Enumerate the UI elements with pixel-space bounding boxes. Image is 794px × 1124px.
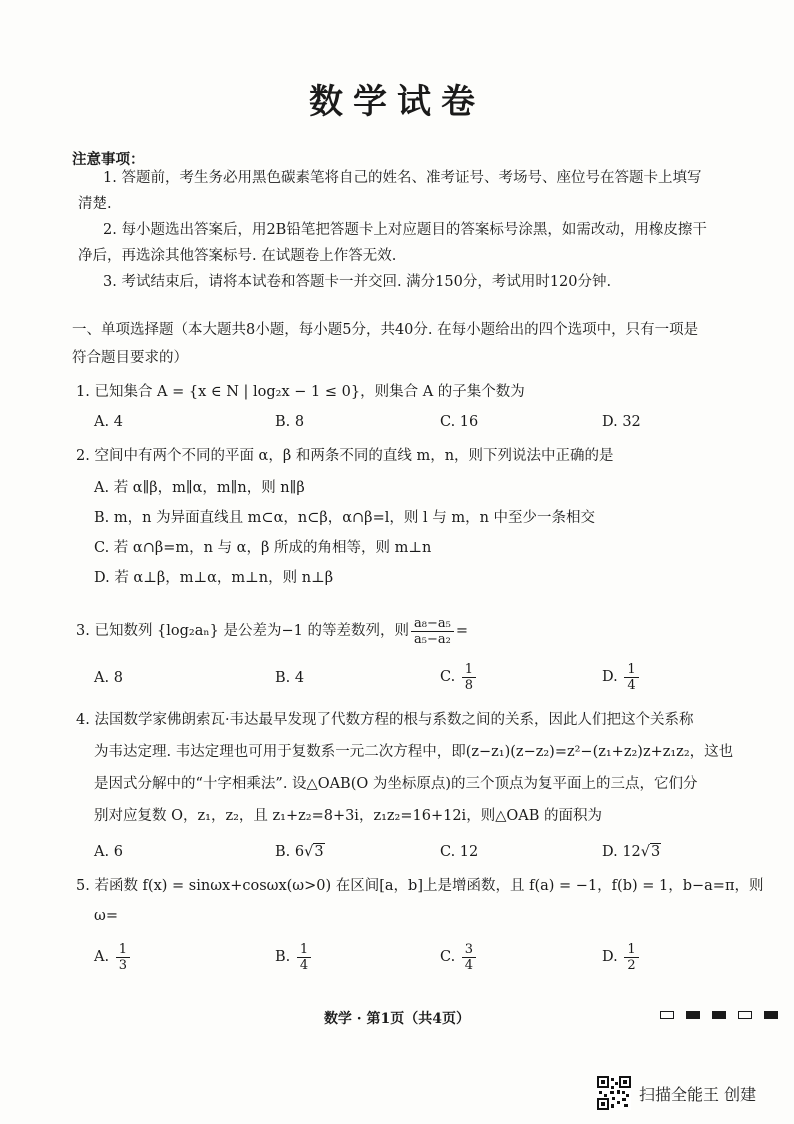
question-4-line: 为韦达定理. 韦达定理也可用于复数系一元二次方程中，即(z−z₁)(z−z₂)=z²−(z₁+z₂)z+z₁z₂，这也	[94, 744, 734, 760]
question-5-line: 5. 若函数 f(x) = sinωx+cosωx(ω>0) 在区间[a，b]上是增函数，且 f(a) = −1，f(b) = 1，b−a=π，则	[76, 878, 764, 894]
q3-stem-text: 3. 已知数列 {log₂aₙ} 是公差为−1 的等差数列，则	[76, 623, 409, 639]
q3-d-den: 4	[627, 677, 636, 693]
question-4-line: 4. 法国数学家佛朗索瓦·韦达最早发现了代数方程的根与系数之间的关系，因此人们把这个关系称	[76, 712, 694, 728]
notice-line: 净后，再选涂其他答案标号. 在试题卷上作答无效.	[78, 248, 397, 264]
q4-option-d-label: D. 12	[602, 844, 641, 860]
page-footer: 数学 · 第1页（共4页）	[323, 1011, 471, 1027]
question-5-line: ω=	[94, 908, 118, 924]
q3-option-c	[440, 660, 478, 694]
q2-option-a: A. 若 α∥β，m∥α，m∥n，则 n∥β	[94, 480, 305, 496]
q2-option-b: B. m，n 为异面直线且 m⊂α，n⊂β，α∩β=l，则 l 与 m，n 中至少一条相交	[94, 510, 596, 526]
watermark-text: 扫描全能王 创建	[639, 1084, 757, 1104]
q5-c-num: 3	[462, 942, 476, 958]
page-title: 数学试卷	[309, 82, 485, 122]
q5-option-a-fraction	[116, 942, 130, 973]
q3-c-num: 1	[462, 662, 476, 678]
q5-b-num: 1	[297, 942, 311, 958]
q3-option-b: B. 4	[275, 670, 305, 686]
q5-option-a	[94, 940, 132, 974]
q5-option-d	[602, 940, 641, 974]
notice-heading: 注意事项：	[72, 151, 145, 168]
q5-option-b	[275, 940, 313, 974]
question-4-line: 别对应复数 O，z₁，z₂，且 z₁+z₂=8+3i，z₁z₂=16+12i，则△OAB 的面积为	[94, 808, 602, 824]
q3-fraction-denominator: a₅−a₂	[413, 631, 451, 647]
q3-option-d	[602, 660, 641, 694]
q3-option-c-label: C.	[440, 669, 456, 685]
marker-bar-empty	[738, 1011, 752, 1019]
q4-option-d-radicand: 3	[651, 844, 661, 860]
q5-option-d-label: D.	[602, 949, 618, 965]
q4-option-d	[602, 842, 661, 862]
question-1-stem: 1. 已知集合 A = {x ∈ N | log₂x − 1 ≤ 0}，则集合 A 的子集个数为	[76, 384, 525, 400]
question-4-line: 是因式分解中的“十字相乘法”. 设△OAB(O 为坐标原点)的三个顶点为复平面上的三点，它们分	[94, 776, 698, 792]
q4-option-a: A. 6	[94, 844, 123, 860]
q5-a-den: 3	[118, 957, 127, 973]
section-heading-cont: 符合题目要求的）	[72, 350, 188, 366]
q3-option-c-fraction	[462, 662, 476, 693]
section-heading: 一、单项选择题（本大题共8小题，每小题5分，共40分. 在每小题给出的四个选项中，只有一项是	[72, 322, 699, 338]
q1-option-d: D. 32	[602, 414, 641, 430]
marker-bar-filled	[764, 1011, 778, 1019]
q1-option-c: C. 16	[440, 414, 479, 430]
question-2-stem: 2. 空间中有两个不同的平面 α，β 和两条不同的直线 m，n，则下列说法中正确的是	[76, 448, 614, 464]
q4-option-b	[275, 842, 325, 862]
marker-bar-filled	[686, 1011, 700, 1019]
q5-option-b-label: B.	[275, 949, 291, 965]
q3-fraction	[411, 616, 454, 647]
q5-d-den: 2	[627, 957, 636, 973]
sqrt-icon: √	[304, 844, 314, 860]
q5-a-num: 1	[116, 942, 130, 958]
q5-option-a-label: A.	[94, 949, 110, 965]
q1-option-a: A. 4	[94, 414, 123, 430]
q3-d-num: 1	[624, 662, 638, 678]
notice-line: 2. 每小题选出答案后，用2B铅笔把答题卡上对应题目的答案标号涂黑，如需改动，用橡皮擦干	[103, 222, 707, 238]
qr-code-icon	[597, 1076, 631, 1110]
q5-option-c	[440, 940, 478, 974]
q2-option-c: C. 若 α∩β=m，n 与 α，β 所成的角相等，则 m⊥n	[94, 540, 432, 556]
q5-option-b-fraction	[297, 942, 311, 973]
marker-bars	[660, 1011, 778, 1019]
q3-c-den: 8	[464, 677, 474, 693]
q3-option-a: A. 8	[94, 670, 123, 686]
q5-option-c-label: C.	[440, 949, 456, 965]
q3-stem-equals: =	[455, 623, 468, 639]
q3-option-d-fraction	[624, 662, 638, 693]
q5-option-d-fraction	[624, 942, 638, 973]
q4-option-c: C. 12	[440, 844, 479, 860]
scanner-watermark	[597, 1076, 756, 1110]
question-3-stem	[76, 614, 468, 648]
q3-option-d-label: D.	[602, 669, 618, 685]
sqrt-icon: √	[640, 844, 651, 860]
q4-option-b-label: B. 6	[275, 844, 305, 860]
q5-c-den: 4	[464, 957, 474, 973]
q5-option-c-fraction	[462, 942, 476, 973]
notice-line: 清楚.	[78, 196, 112, 212]
q1-option-b: B. 8	[275, 414, 305, 430]
marker-bar-empty	[660, 1011, 674, 1019]
q3-fraction-numerator: a₈−a₅	[411, 616, 454, 632]
q5-d-num: 1	[624, 942, 638, 958]
q5-b-den: 4	[299, 957, 309, 973]
notice-line: 1. 答题前，考生务必用黑色碳素笔将自己的姓名、准考证号、考场号、座位号在答题卡上填写	[103, 170, 702, 186]
q2-option-d: D. 若 α⊥β，m⊥α，m⊥n，则 n⊥β	[94, 570, 334, 586]
q4-option-b-radicand: 3	[314, 844, 324, 860]
marker-bar-filled	[712, 1011, 726, 1019]
notice-line: 3. 考试结束后，请将本试卷和答题卡一并交回. 满分150分，考试用时120分钟.	[103, 274, 612, 290]
